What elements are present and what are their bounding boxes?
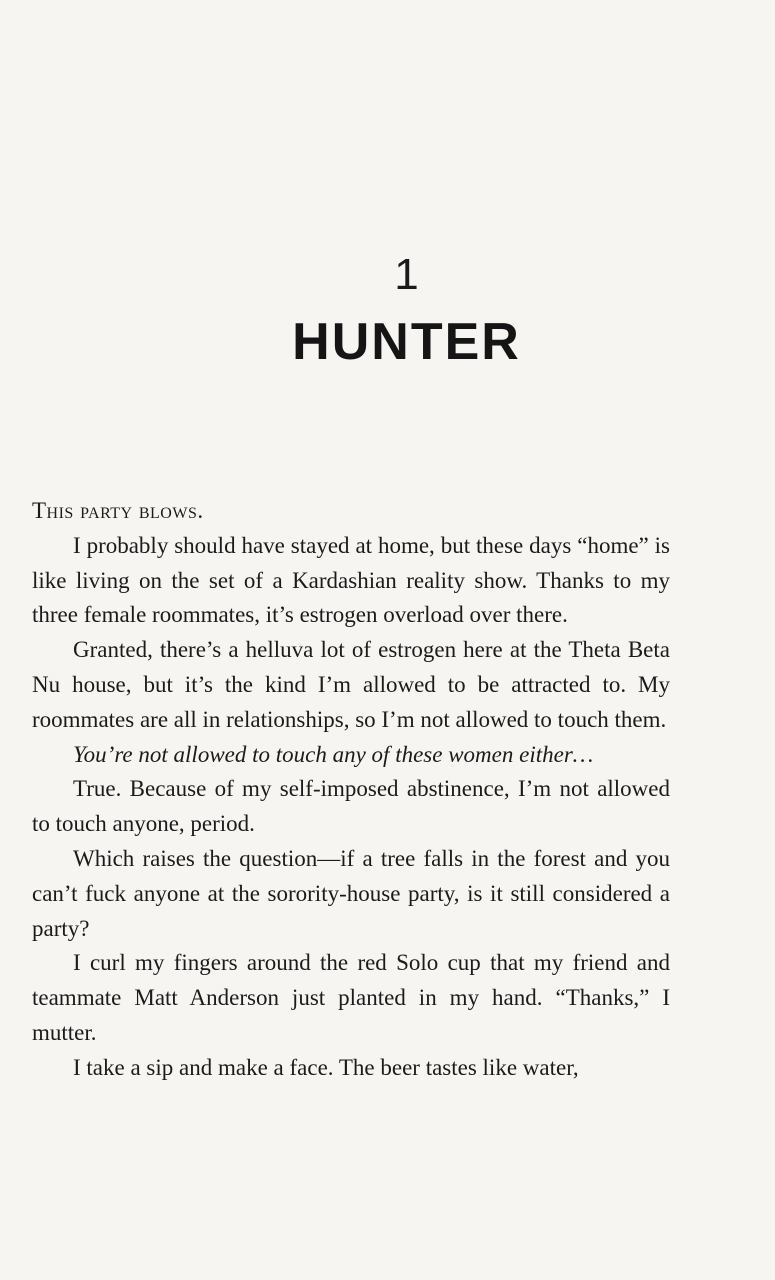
chapter-number: 1 <box>394 250 419 299</box>
paragraph: Granted, there’s a helluva lot of estrogen here at the Theta Beta Nu house, but it’s the kind I’m allowed to be attracted to. My roommates are all in relationships, so I’m not allowed to touch them. <box>32 637 670 732</box>
opening-paragraph: This party blows. <box>32 498 204 523</box>
chapter-title: HUNTER <box>292 313 521 371</box>
paragraph: Which raises the question—if a tree falls in the forest and you can’t fuck anyone at the sorority-house party, is it still considered a party? <box>32 845 670 941</box>
italic-thought-paragraph: You’re not allowed to touch any of these women either… <box>73 741 594 767</box>
paragraph: I curl my fingers around the red Solo cup that my friend and teammate Matt Anderson just planted in my hand. “Thanks,” I mutter. <box>32 950 670 1045</box>
paragraph: I take a sip and make a face. The beer tastes like water, <box>73 1054 579 1080</box>
body-text <box>32 494 670 1086</box>
paragraph: I probably should have stayed at home, but these days “home” is like living on the set of a Kardashian reality show. Thanks to my three female roommates, it’s estrogen overload over there. <box>32 532 670 628</box>
paragraph: True. Because of my self-imposed abstinence, I’m not allowed to touch anyone, period. <box>32 776 670 837</box>
